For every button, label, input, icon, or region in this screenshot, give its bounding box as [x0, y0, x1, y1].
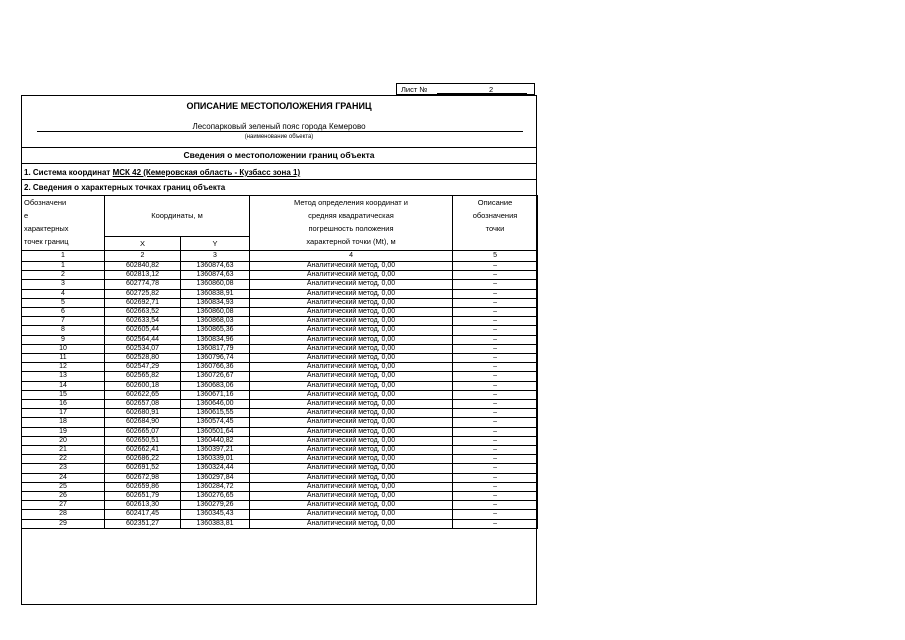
x-coordinate-cell: 602725,82: [105, 289, 181, 298]
column-number: 2: [105, 251, 181, 262]
column-number: 5: [453, 251, 538, 262]
sheet-number-value: 2: [489, 85, 494, 94]
header-method: Метод определения координат и средняя квадратическая погрешность положения характерной точки (Mt), м: [250, 196, 453, 251]
description-cell: –: [453, 409, 538, 418]
object-name-hint: (наименование объекта): [244, 134, 314, 140]
table-row: [22, 271, 538, 280]
points-table: [21, 195, 538, 529]
table-row: [22, 335, 538, 344]
x-coordinate-cell: 602662,41: [105, 446, 181, 455]
table-row: [22, 344, 538, 353]
method-cell: Аналитический метод, 0,00: [250, 280, 453, 289]
table-row: [22, 280, 538, 289]
method-cell: Аналитический метод, 0,00: [250, 363, 453, 372]
table-row: [22, 354, 538, 363]
method-cell: Аналитический метод, 0,00: [250, 455, 453, 464]
description-cell: –: [453, 335, 538, 344]
point-id-cell: 18: [22, 418, 105, 427]
header-point-id: Обозначени е характерных точек границ: [22, 196, 105, 251]
table-row: [22, 400, 538, 409]
description-cell: –: [453, 372, 538, 381]
method-cell: Аналитический метод, 0,00: [250, 400, 453, 409]
table-row: [22, 436, 538, 445]
point-id-cell: 11: [22, 354, 105, 363]
y-coordinate-cell: 1360440,82: [181, 436, 250, 445]
point-id-cell: 17: [22, 409, 105, 418]
column-number-row: [22, 251, 538, 262]
table-row: [22, 363, 538, 372]
method-cell: Аналитический метод, 0,00: [250, 390, 453, 399]
y-coordinate-cell: 1360766,36: [181, 363, 250, 372]
point-id-cell: 25: [22, 482, 105, 491]
table-row: [22, 492, 538, 501]
y-coordinate-cell: 1360671,16: [181, 390, 250, 399]
sheet-number-underline: [437, 93, 527, 94]
point-id-cell: 20: [22, 436, 105, 445]
point-id-cell: 1: [22, 262, 105, 271]
description-cell: –: [453, 381, 538, 390]
description-cell: –: [453, 492, 538, 501]
divider: [21, 163, 537, 164]
x-coordinate-cell: 602680,91: [105, 409, 181, 418]
x-coordinate-cell: 602813,12: [105, 271, 181, 280]
x-coordinate-cell: 602600,18: [105, 381, 181, 390]
x-coordinate-cell: 602633,54: [105, 317, 181, 326]
method-cell: Аналитический метод, 0,00: [250, 436, 453, 445]
description-cell: –: [453, 326, 538, 335]
sheet-number-label: Лист №: [401, 85, 428, 94]
y-coordinate-cell: 1360297,84: [181, 473, 250, 482]
point-id-cell: 7: [22, 317, 105, 326]
header-description: Описание обозначения точки: [453, 196, 538, 251]
x-coordinate-cell: 602840,82: [105, 262, 181, 271]
x-coordinate-cell: 602659,86: [105, 482, 181, 491]
description-cell: –: [453, 317, 538, 326]
point-id-cell: 21: [22, 446, 105, 455]
description-cell: –: [453, 501, 538, 510]
y-coordinate-cell: 1360339,01: [181, 455, 250, 464]
method-cell: Аналитический метод, 0,00: [250, 418, 453, 427]
method-cell: Аналитический метод, 0,00: [250, 492, 453, 501]
description-cell: –: [453, 446, 538, 455]
description-cell: –: [453, 400, 538, 409]
point-id-cell: 8: [22, 326, 105, 335]
point-id-cell: 2: [22, 271, 105, 280]
description-cell: –: [453, 464, 538, 473]
column-number: 3: [181, 251, 250, 262]
table-row: [22, 418, 538, 427]
y-coordinate-cell: 1360284,72: [181, 482, 250, 491]
x-coordinate-cell: 602663,52: [105, 308, 181, 317]
method-cell: Аналитический метод, 0,00: [250, 464, 453, 473]
x-coordinate-cell: 602657,08: [105, 400, 181, 409]
y-coordinate-cell: 1360501,64: [181, 427, 250, 436]
method-cell: Аналитический метод, 0,00: [250, 354, 453, 363]
y-coordinate-cell: 1360838,91: [181, 289, 250, 298]
description-cell: –: [453, 482, 538, 491]
y-coordinate-cell: 1360726,67: [181, 372, 250, 381]
x-coordinate-cell: 602691,52: [105, 464, 181, 473]
document-title: ОПИСАНИЕ МЕСТОПОЛОЖЕНИЯ ГРАНИЦ: [186, 101, 372, 111]
description-cell: –: [453, 418, 538, 427]
x-coordinate-cell: 602565,82: [105, 372, 181, 381]
table-row: [22, 455, 538, 464]
x-coordinate-cell: 602528,80: [105, 354, 181, 363]
description-cell: –: [453, 344, 538, 353]
x-coordinate-cell: 602651,79: [105, 492, 181, 501]
y-coordinate-cell: 1360397,21: [181, 446, 250, 455]
method-cell: Аналитический метод, 0,00: [250, 473, 453, 482]
point-id-cell: 24: [22, 473, 105, 482]
point-id-cell: 9: [22, 335, 105, 344]
method-cell: Аналитический метод, 0,00: [250, 289, 453, 298]
method-cell: Аналитический метод, 0,00: [250, 271, 453, 280]
header-coordinates: Координаты, м: [105, 196, 250, 237]
description-cell: –: [453, 510, 538, 519]
x-coordinate-cell: 602774,78: [105, 280, 181, 289]
x-coordinate-cell: 602692,71: [105, 298, 181, 307]
y-coordinate-cell: 1360860,08: [181, 308, 250, 317]
point-id-cell: 6: [22, 308, 105, 317]
x-coordinate-cell: 602622,65: [105, 390, 181, 399]
column-number: 4: [250, 251, 453, 262]
method-cell: Аналитический метод, 0,00: [250, 501, 453, 510]
section-title: Сведения о местоположении границ объекта: [183, 150, 375, 160]
y-coordinate-cell: 1360646,00: [181, 400, 250, 409]
point-id-cell: 14: [22, 381, 105, 390]
method-cell: Аналитический метод, 0,00: [250, 510, 453, 519]
x-coordinate-cell: 602534,07: [105, 344, 181, 353]
coordinate-system-value: МСК 42 (Кемеровская область - Кузбасс зона 1): [112, 168, 301, 177]
points-section-title: 2. Сведения о характерных точках границ объекта: [24, 183, 226, 192]
table-header-row: [22, 196, 538, 237]
point-id-cell: 12: [22, 363, 105, 372]
point-id-cell: 10: [22, 344, 105, 353]
point-id-cell: 3: [22, 280, 105, 289]
description-cell: –: [453, 455, 538, 464]
y-coordinate-cell: 1360817,79: [181, 344, 250, 353]
description-cell: –: [453, 298, 538, 307]
table-row: [22, 308, 538, 317]
x-coordinate-cell: 602672,98: [105, 473, 181, 482]
y-coordinate-cell: 1360860,08: [181, 280, 250, 289]
object-name: Лесопарковый зеленый пояс города Кемерово: [192, 122, 366, 131]
x-coordinate-cell: 602684,90: [105, 418, 181, 427]
y-coordinate-cell: 1360868,03: [181, 317, 250, 326]
description-cell: –: [453, 519, 538, 528]
method-cell: Аналитический метод, 0,00: [250, 344, 453, 353]
description-cell: –: [453, 289, 538, 298]
table-row: [22, 372, 538, 381]
y-coordinate-cell: 1360874,63: [181, 262, 250, 271]
y-coordinate-cell: 1360383,81: [181, 519, 250, 528]
method-cell: Аналитический метод, 0,00: [250, 335, 453, 344]
y-coordinate-cell: 1360345,43: [181, 510, 250, 519]
y-coordinate-cell: 1360865,36: [181, 326, 250, 335]
table-row: [22, 317, 538, 326]
point-id-cell: 15: [22, 390, 105, 399]
table-row: [22, 427, 538, 436]
method-cell: Аналитический метод, 0,00: [250, 381, 453, 390]
document-header: [21, 96, 537, 147]
table-row: [22, 409, 538, 418]
description-cell: –: [453, 473, 538, 482]
description-cell: –: [453, 390, 538, 399]
table-row: [22, 326, 538, 335]
point-id-cell: 23: [22, 464, 105, 473]
point-id-cell: 28: [22, 510, 105, 519]
method-cell: Аналитический метод, 0,00: [250, 427, 453, 436]
sheet-number-box: [396, 83, 535, 95]
y-coordinate-cell: 1360574,45: [181, 418, 250, 427]
description-cell: –: [453, 363, 538, 372]
x-coordinate-cell: 602417,45: [105, 510, 181, 519]
y-coordinate-cell: 1360796,74: [181, 354, 250, 363]
table-row: [22, 510, 538, 519]
method-cell: Аналитический метод, 0,00: [250, 298, 453, 307]
table-row: [22, 289, 538, 298]
point-id-cell: 19: [22, 427, 105, 436]
x-coordinate-cell: 602665,07: [105, 427, 181, 436]
table-row: [22, 390, 538, 399]
method-cell: Аналитический метод, 0,00: [250, 326, 453, 335]
method-cell: Аналитический метод, 0,00: [250, 372, 453, 381]
x-coordinate-cell: 602686,22: [105, 455, 181, 464]
y-coordinate-cell: 1360276,65: [181, 492, 250, 501]
method-cell: Аналитический метод, 0,00: [250, 482, 453, 491]
point-id-cell: 4: [22, 289, 105, 298]
description-cell: –: [453, 308, 538, 317]
x-coordinate-cell: 602605,44: [105, 326, 181, 335]
divider: [21, 179, 537, 180]
divider: [21, 147, 537, 148]
table-row: [22, 501, 538, 510]
table-row: [22, 381, 538, 390]
point-id-cell: 13: [22, 372, 105, 381]
x-coordinate-cell: 602650,51: [105, 436, 181, 445]
x-coordinate-cell: 602351,27: [105, 519, 181, 528]
header-y: Y: [181, 237, 250, 251]
description-cell: –: [453, 354, 538, 363]
coordinate-system-line: [24, 168, 300, 177]
table-row: [22, 473, 538, 482]
description-cell: –: [453, 280, 538, 289]
method-cell: Аналитический метод, 0,00: [250, 317, 453, 326]
description-cell: –: [453, 436, 538, 445]
method-cell: Аналитический метод, 0,00: [250, 519, 453, 528]
header-x: X: [105, 237, 181, 251]
table-row: [22, 464, 538, 473]
table-row: [22, 482, 538, 491]
x-coordinate-cell: 602613,30: [105, 501, 181, 510]
coordinate-system-label: 1. Система координат: [24, 168, 111, 177]
y-coordinate-cell: 1360279,26: [181, 501, 250, 510]
method-cell: Аналитический метод, 0,00: [250, 446, 453, 455]
point-id-cell: 29: [22, 519, 105, 528]
point-id-cell: 22: [22, 455, 105, 464]
description-cell: –: [453, 262, 538, 271]
y-coordinate-cell: 1360324,44: [181, 464, 250, 473]
method-cell: Аналитический метод, 0,00: [250, 409, 453, 418]
table-row: [22, 446, 538, 455]
method-cell: Аналитический метод, 0,00: [250, 308, 453, 317]
y-coordinate-cell: 1360615,55: [181, 409, 250, 418]
y-coordinate-cell: 1360874,63: [181, 271, 250, 280]
table-row: [22, 298, 538, 307]
x-coordinate-cell: 602547,29: [105, 363, 181, 372]
table-row: [22, 519, 538, 528]
method-cell: Аналитический метод, 0,00: [250, 262, 453, 271]
table-row: [22, 262, 538, 271]
description-cell: –: [453, 427, 538, 436]
y-coordinate-cell: 1360683,06: [181, 381, 250, 390]
point-id-cell: 27: [22, 501, 105, 510]
point-id-cell: 5: [22, 298, 105, 307]
y-coordinate-cell: 1360834,96: [181, 335, 250, 344]
point-id-cell: 16: [22, 400, 105, 409]
point-id-cell: 26: [22, 492, 105, 501]
description-cell: –: [453, 271, 538, 280]
object-name-underline: [37, 131, 523, 132]
y-coordinate-cell: 1360834,93: [181, 298, 250, 307]
column-number: 1: [22, 251, 105, 262]
x-coordinate-cell: 602564,44: [105, 335, 181, 344]
